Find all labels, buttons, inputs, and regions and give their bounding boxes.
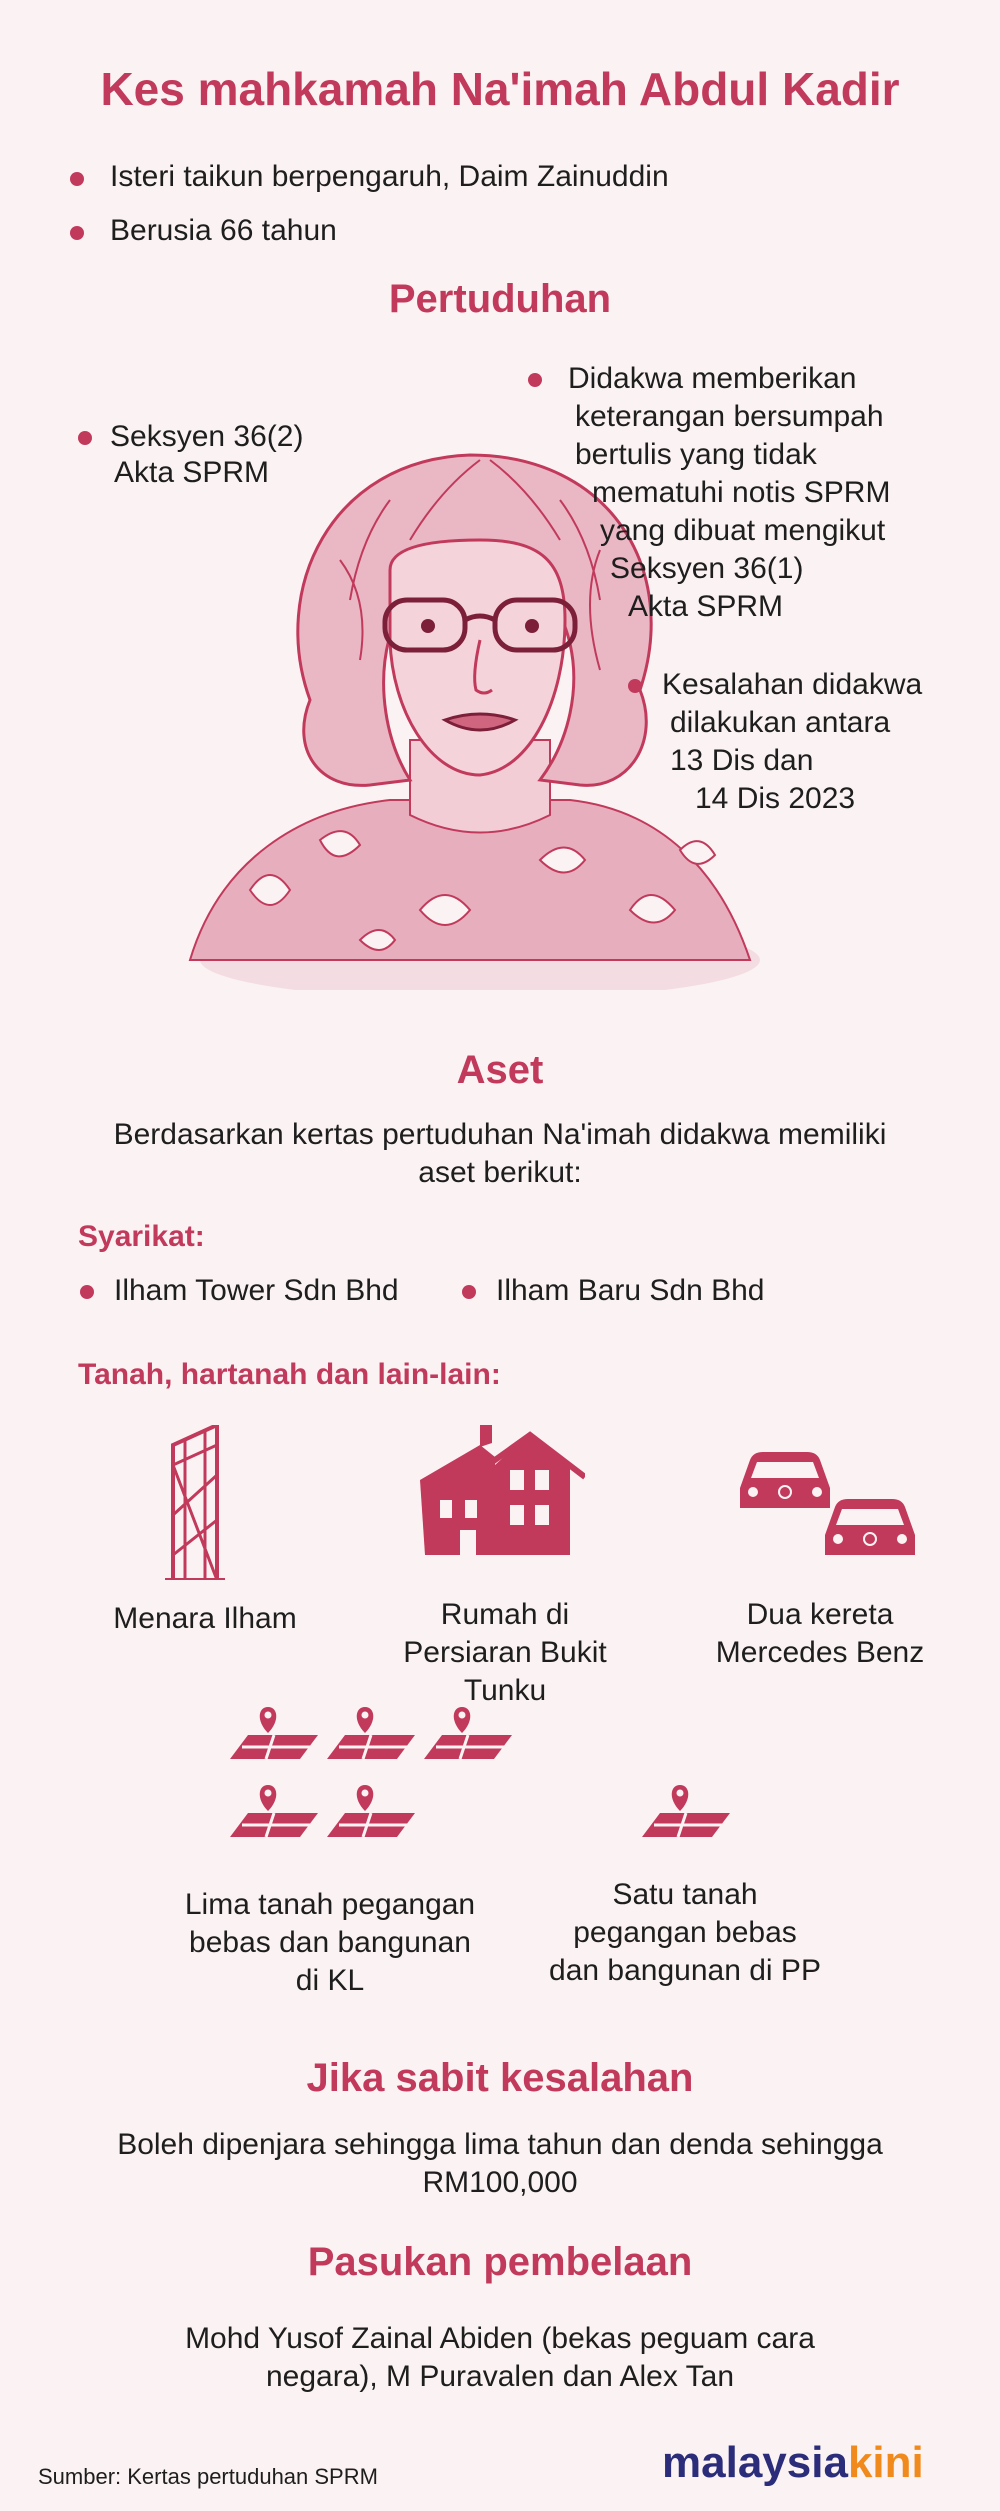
land-label: Tanah, hartanah dan lain-lain: xyxy=(78,1358,501,1391)
assets-intro-line: aset berikut: xyxy=(418,1156,582,1189)
tower-label: Menara Ilham xyxy=(113,1602,297,1635)
land-pp-label-line: pegangan bebas xyxy=(573,1916,797,1949)
conviction-heading: Jika sabit kesalahan xyxy=(306,2056,694,2100)
bullet-text-line: dilakukan antara xyxy=(670,706,891,739)
bullet-text-line: keterangan bersumpah xyxy=(575,400,884,433)
bullet-dot xyxy=(80,1285,94,1299)
page-title: Kes mahkamah Na'imah Abdul Kadir xyxy=(100,63,900,115)
bullet-text-line: bertulis yang tidak xyxy=(575,438,817,471)
bullet-text-line: Akta SPRM xyxy=(114,456,270,489)
brand-logo xyxy=(662,2438,924,2488)
company-name: Ilham Tower Sdn Bhd xyxy=(114,1274,399,1307)
charge-section-bullet xyxy=(78,418,303,456)
intro-bullet xyxy=(70,158,669,196)
company-item xyxy=(80,1272,399,1310)
bullet-dot xyxy=(70,226,84,240)
companies-label: Syarikat: xyxy=(78,1220,205,1253)
house-label-line: Rumah di xyxy=(440,1598,570,1631)
bullet-text: Isteri taikun berpengaruh, Daim Zainuddin xyxy=(110,160,669,193)
bullet-text: Kesalahan didakwa xyxy=(662,668,923,701)
bullet-text-line: Seksyen 36(1) xyxy=(610,552,804,585)
bullet-text-line: mematuhi notis SPRM xyxy=(592,476,891,509)
charge-date-bullet xyxy=(628,666,922,704)
bullet-dot xyxy=(462,1285,476,1299)
company-name: Ilham Baru Sdn Bhd xyxy=(496,1274,765,1307)
defense-text xyxy=(0,2320,1000,2396)
bullet-text-line: 13 Dis dan xyxy=(670,744,814,777)
house-icon xyxy=(420,1425,585,1560)
cars-label xyxy=(670,1596,970,1672)
assets-intro xyxy=(0,1116,1000,1192)
land-pp-label xyxy=(505,1876,865,1990)
company-item xyxy=(462,1272,765,1310)
bullet-text: Didakwa memberikan xyxy=(568,362,857,395)
land-plots-icon-group xyxy=(220,1705,740,1855)
bullet-dot xyxy=(70,172,84,186)
intro-bullet xyxy=(70,212,337,250)
tower-icon xyxy=(165,1425,225,1580)
defense-text-line: Mohd Yusof Zainal Abiden (bekas peguam cara xyxy=(185,2322,815,2355)
conviction-text-line: Boleh dipenjara sehingga lima tahun dan denda sehingga xyxy=(117,2128,883,2161)
land-kl-label-line: Lima tanah pegangan xyxy=(184,1888,476,1921)
defense-text-line: negara), M Puravalen dan Alex Tan xyxy=(265,2360,735,2393)
cars-label-line: Mercedes Benz xyxy=(715,1636,925,1669)
land-kl-label xyxy=(150,1886,510,2000)
bullet-text-line: Akta SPRM xyxy=(628,590,784,623)
land-kl-label-line: di KL xyxy=(295,1964,365,1997)
car-icon xyxy=(820,1495,920,1561)
land-pp-label-line: Satu tanah xyxy=(612,1878,758,1911)
assets-heading: Aset xyxy=(456,1048,544,1092)
cars-label-line: Dua kereta xyxy=(746,1598,894,1631)
land-pp-label-line: dan bangunan di PP xyxy=(549,1954,821,1987)
brand-logo-part: malaysia xyxy=(662,2438,848,2487)
charge-description-bullet xyxy=(528,360,856,398)
land-kl-label-line: bebas dan bangunan xyxy=(189,1926,471,1959)
house-label-line: Persiaran Bukit xyxy=(403,1636,607,1669)
bullet-dot xyxy=(528,373,542,387)
conviction-text xyxy=(0,2126,1000,2202)
brand-logo-part: kini xyxy=(847,2438,924,2487)
house-label-line: Tunku xyxy=(463,1674,547,1707)
bullet-text-line: 14 Dis 2023 xyxy=(695,782,856,815)
bullet-text: Berusia 66 tahun xyxy=(110,214,337,247)
charges-heading: Pertuduhan xyxy=(388,277,612,321)
bullet-dot xyxy=(628,679,642,693)
bullet-dot xyxy=(78,431,92,445)
defense-heading: Pasukan pembelaan xyxy=(307,2240,693,2284)
bullet-text-line: yang dibuat mengikut xyxy=(600,514,886,547)
bullet-text: Seksyen 36(2) xyxy=(110,420,304,453)
conviction-text-line: RM100,000 xyxy=(422,2166,578,2199)
source-note: Sumber: Kertas pertuduhan SPRM xyxy=(38,2464,378,2489)
assets-intro-line: Berdasarkan kertas pertuduhan Na'imah didakwa memiliki xyxy=(113,1118,887,1151)
house-label xyxy=(345,1596,665,1710)
